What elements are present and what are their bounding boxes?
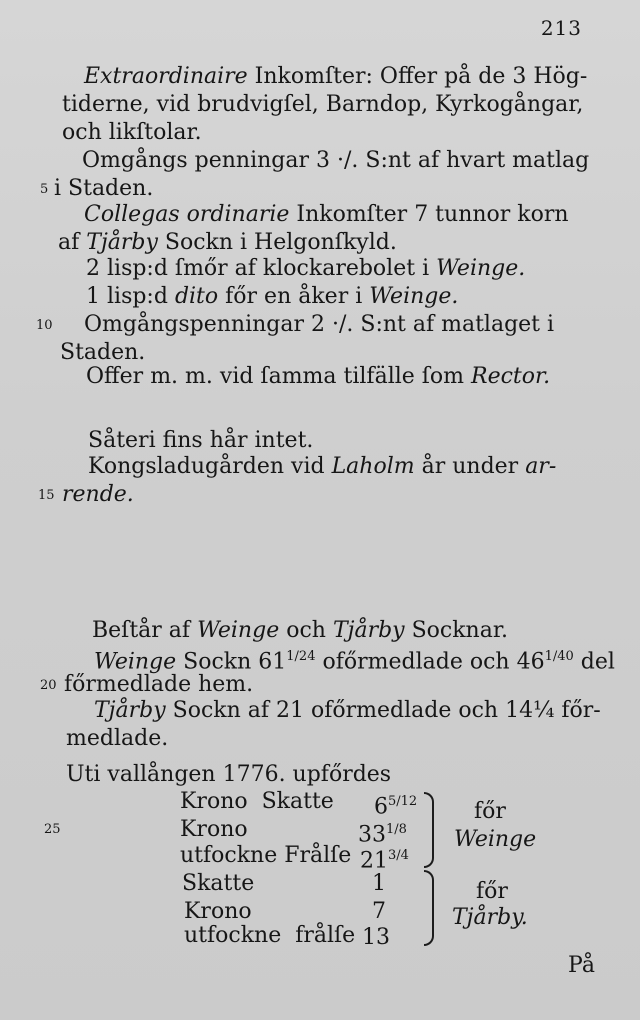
place-name: Weinge. xyxy=(436,256,526,281)
text-run: Staden. xyxy=(60,340,146,365)
fraction: 5/12 xyxy=(388,794,418,809)
line-number: 25 xyxy=(44,822,61,837)
tjarby-row xyxy=(184,898,252,925)
row-label: utfockne Frålſe xyxy=(180,843,352,868)
text-line xyxy=(0,310,640,340)
italic-term: dito xyxy=(174,284,219,309)
text-line xyxy=(0,642,640,675)
row-label: Krono xyxy=(180,817,248,842)
place-name: Tjårby xyxy=(86,230,158,255)
tjarby-value: 13 xyxy=(362,925,390,950)
row-label: Skatte xyxy=(182,871,255,896)
line-number: 20 xyxy=(40,678,57,693)
text-run: i Staden. xyxy=(54,176,154,201)
tjarby-value: 1 xyxy=(372,871,386,896)
for-label: főr xyxy=(474,799,506,824)
text-run: Sockn 61 xyxy=(176,649,287,675)
place-name: Weinge. xyxy=(369,284,459,309)
brace xyxy=(424,792,434,868)
row-value: 21 xyxy=(360,848,388,874)
text-run: medlade. xyxy=(66,726,169,751)
place-name: Weinge xyxy=(197,618,280,643)
tjarby-row xyxy=(184,922,355,949)
section-line xyxy=(0,528,640,558)
tjarby-value: 7 xyxy=(372,899,386,924)
catchword: På xyxy=(568,953,595,978)
row-label: Krono xyxy=(184,899,252,924)
text-line xyxy=(0,282,640,312)
text-line xyxy=(0,696,640,726)
italic-term: Rector. xyxy=(471,364,551,389)
text-run: Socknar. xyxy=(404,618,508,643)
line-number: 15 xyxy=(38,488,55,503)
row-value: 6 xyxy=(374,794,388,820)
text-run: Beſtår af xyxy=(92,618,198,643)
text-run: főrmedlade hem. xyxy=(64,672,254,697)
fraction: 1/40 xyxy=(544,649,574,664)
text-run: Såteri fins hår intet. xyxy=(88,428,314,453)
text-run: och likſtolar. xyxy=(62,120,202,145)
place-name: Laholm xyxy=(331,454,415,479)
text-run: 1 lisp:d xyxy=(86,284,175,309)
weinge-row xyxy=(180,842,351,869)
brace xyxy=(424,870,434,946)
text-run: och xyxy=(279,618,333,643)
line-number: 10 xyxy=(36,318,53,333)
place-name: Tjårby xyxy=(94,698,166,723)
row-label: Krono Skatte xyxy=(180,789,334,814)
place-name: Tjårby xyxy=(332,618,405,643)
text-line xyxy=(0,362,640,392)
row-value: 33 xyxy=(358,822,386,848)
text-line xyxy=(0,146,640,176)
fraction: 3/4 xyxy=(388,848,409,863)
parish-name: Tjårby. xyxy=(452,905,528,930)
place-name: Weinge xyxy=(94,649,177,675)
weinge-row xyxy=(180,816,248,843)
for-label: főr xyxy=(476,879,508,904)
fraction: 1/8 xyxy=(386,822,407,837)
text-run: af xyxy=(58,230,87,255)
text-line xyxy=(0,118,640,148)
italic-term: Extraordinaire xyxy=(84,64,248,89)
page-number: 213 xyxy=(540,16,582,40)
heading-line xyxy=(0,568,640,598)
text-line xyxy=(0,760,640,790)
italic-term: ar- xyxy=(525,454,557,479)
italic-term: rende. xyxy=(62,482,134,507)
italic-term: Collegas ordinarie xyxy=(84,202,290,227)
text-run: Offer m. m. vid ſamma tilfälle ſom xyxy=(86,364,472,389)
text-run: ofőrmedlade och 46 xyxy=(315,649,545,675)
weinge-row xyxy=(180,788,334,815)
row-label: utfockne frålſe xyxy=(184,923,356,948)
text-run: 2 lisp:d ſmőr af klockarebolet i xyxy=(86,256,437,281)
text-line xyxy=(0,254,640,284)
text-run: Sockn i Helgonſkyld. xyxy=(157,230,397,255)
parish-name: Weinge xyxy=(454,827,537,852)
text-run: tiderne, vid brudvigſel, Barndop, Kyrkogångar, xyxy=(62,92,584,117)
text-run: år under xyxy=(414,454,526,479)
text-line xyxy=(0,200,640,230)
text-run: Uti vallången 1776. upfőrdes xyxy=(66,762,392,787)
text-line xyxy=(0,724,640,754)
text-run: Sockn af 21 ofőrmedlade och 14¼ főr- xyxy=(165,698,601,723)
text-line xyxy=(0,62,640,92)
fraction: 1/24 xyxy=(286,649,316,664)
tjarby-row xyxy=(182,870,254,897)
text-run: főr en åker i xyxy=(218,284,370,309)
text-run: Omgångspenningar 2 ·/. S:nt af matlaget i xyxy=(84,312,555,337)
text-run: del xyxy=(573,649,615,675)
text-line xyxy=(0,480,640,510)
text-run: Kongsladugården vid xyxy=(88,454,332,479)
text-run: Inkomſter 7 tunnor korn xyxy=(289,202,569,227)
text-run: Omgångs penningar 3 ·/. S:nt af hvart matlag xyxy=(82,148,590,173)
text-run: Inkomſter: Offer på de 3 Hög- xyxy=(247,64,588,89)
text-line xyxy=(0,452,640,482)
text-line xyxy=(0,90,640,120)
line-number: 5 xyxy=(40,182,49,197)
